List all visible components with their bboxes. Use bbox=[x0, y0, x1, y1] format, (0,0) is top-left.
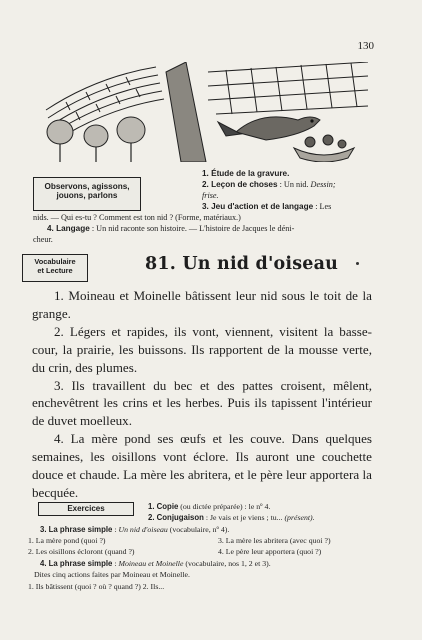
exercise-3b: 3. La mère les abritera (avec quoi ?) bbox=[218, 536, 331, 545]
exercise-3c: 2. Les oisillons écloront (quand ?) bbox=[28, 547, 135, 556]
paragraph-4: 4. La mère pond ses œufs et les couve. Dans quelques semaines, les oisillons vont éclore. Ils auront une couchette douce et chaude. La mère les abritera, et le père leur apportera la becquée. bbox=[32, 431, 372, 500]
exercise-2-label: 2. Conjugaison bbox=[148, 513, 204, 522]
topic-3-line2: nids. — Qui es-tu ? Comment est ton nid ? (Forme, matériaux.) bbox=[33, 213, 241, 222]
paragraph-3: 3. Ils travaillent du bec et des pattes croisent, mêlent, enchevêtrent les crins et les herbes. Puis ils tapissent l'intérieur de duvet moelleux. bbox=[32, 377, 372, 429]
exercices-box: Exercices bbox=[38, 502, 134, 516]
observons-line1: Observons, agissons, bbox=[44, 182, 130, 191]
exercise-4-line2: Dites cinq actions faites par Moineau et Moinelle. bbox=[34, 570, 190, 579]
paragraph-2: 2. Légers et rapides, ils vont, viennent, visitent la basse-cour, la prairie, les buissons. Ils rapportent de la mousse verte, du crin, des plumes. bbox=[32, 323, 372, 375]
topic-2-text: : Un nid. bbox=[277, 180, 309, 189]
topic-4-label: 4. Langage bbox=[47, 224, 90, 233]
topic-3-text: : Les bbox=[313, 202, 332, 211]
exercise-3 bbox=[40, 525, 229, 535]
vocab-line1: Vocabulaire bbox=[34, 257, 76, 266]
exercise-4-italic: Moineau et Moinelle bbox=[118, 559, 184, 568]
exercise-4-end: (vocabulaire, nos 1, 2 et 3). bbox=[183, 559, 271, 568]
exercise-4 bbox=[40, 559, 271, 569]
exercise-3-sep: : bbox=[112, 525, 119, 534]
illustration-bird-nest bbox=[36, 62, 368, 162]
exercise-3d: 4. Le père leur apportera (quoi ?) bbox=[218, 547, 322, 556]
exercise-3-label: 3. La phrase simple bbox=[40, 525, 113, 534]
exercise-2-italic: (présent). bbox=[284, 513, 315, 522]
exercise-3a: 1. La mère pond (quoi ?) bbox=[28, 536, 106, 545]
reading-text bbox=[32, 287, 372, 502]
paragraph-1: 1. Moineau et Moinelle bâtissent leur nid sous le toit de la grange. bbox=[32, 288, 372, 321]
observons-box bbox=[33, 177, 141, 211]
vocabulaire-box bbox=[22, 254, 88, 282]
topic-1: 1. Étude de la gravure. bbox=[202, 169, 290, 178]
topic-2-label: 2. Leçon de choses bbox=[202, 180, 278, 189]
exercise-2 bbox=[148, 513, 315, 523]
vocab-line2: et Lecture bbox=[37, 265, 73, 275]
topic-2-italic: Dessin; bbox=[310, 180, 336, 189]
exercise-3-end: (vocabulaire, nº 4). bbox=[167, 525, 230, 534]
page-number: 130 bbox=[357, 40, 374, 52]
topics-right bbox=[202, 168, 388, 212]
topic-3-label: 3. Jeu d'action et de langage bbox=[202, 202, 314, 211]
lesson-title: 81. Un nid d'oiseau bbox=[145, 254, 339, 274]
exercise-1-text: (ou dictée préparée) : le nº 4. bbox=[178, 502, 271, 511]
topic-2-line2: frise. bbox=[202, 191, 219, 200]
exercise-4-label: 4. La phrase simple bbox=[40, 559, 113, 568]
exercise-3-italic: Un nid d'oiseau bbox=[118, 525, 168, 534]
topic-4-line2: cheur. bbox=[33, 235, 53, 244]
observons-line2: jouons, parlons bbox=[56, 191, 118, 201]
topics-full bbox=[33, 212, 389, 245]
exercise-1-label: 1. Copie bbox=[148, 502, 179, 511]
dot-mark bbox=[356, 262, 359, 265]
exercise-2-text: : Je vais et je viens ; tu... bbox=[203, 513, 285, 522]
exercise-4-line3: 1. Ils bâtissent (quoi ? où ? quand ?) 2. Ils... bbox=[28, 582, 165, 591]
topic-4-text: : Un nid raconte son histoire. — L'histoire de Jacques le déni- bbox=[89, 224, 295, 233]
exercise-1 bbox=[148, 502, 270, 512]
exercise-4-sep: : bbox=[112, 559, 119, 568]
